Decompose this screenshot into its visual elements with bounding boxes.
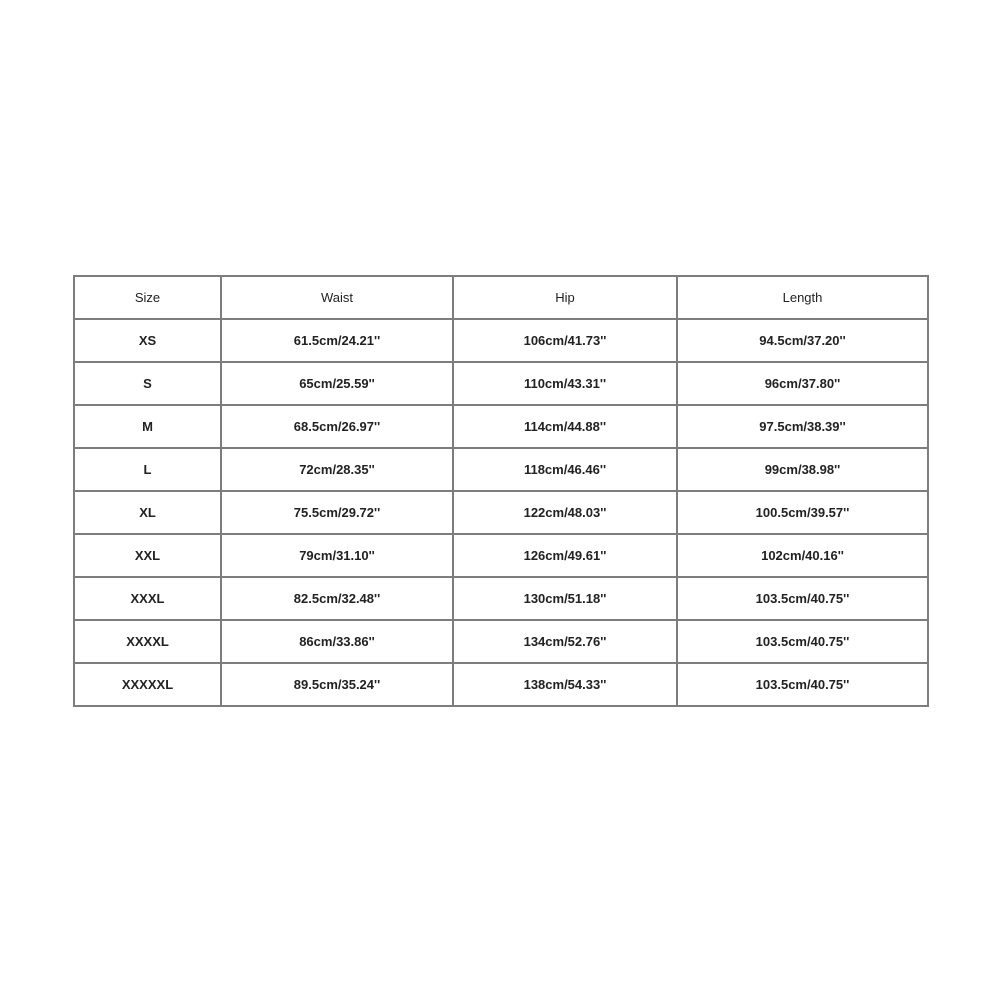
cell-hip: 114cm/44.88'' — [453, 405, 677, 448]
cell-waist: 68.5cm/26.97'' — [221, 405, 453, 448]
table-row — [74, 448, 928, 491]
cell-size: XXXXXL — [74, 663, 221, 706]
cell-length: 103.5cm/40.75'' — [677, 663, 928, 706]
cell-length: 102cm/40.16'' — [677, 534, 928, 577]
cell-waist: 82.5cm/32.48'' — [221, 577, 453, 620]
table-row — [74, 491, 928, 534]
header-waist: Waist — [221, 276, 453, 319]
cell-size: XS — [74, 319, 221, 362]
header-length: Length — [677, 276, 928, 319]
cell-hip: 110cm/43.31'' — [453, 362, 677, 405]
size-chart-table — [73, 275, 929, 707]
table-row — [74, 577, 928, 620]
table-row — [74, 405, 928, 448]
table-row — [74, 362, 928, 405]
cell-size: XXXL — [74, 577, 221, 620]
cell-waist: 89.5cm/35.24'' — [221, 663, 453, 706]
cell-size: XXL — [74, 534, 221, 577]
cell-size: L — [74, 448, 221, 491]
cell-size: XL — [74, 491, 221, 534]
cell-length: 103.5cm/40.75'' — [677, 577, 928, 620]
table-row — [74, 319, 928, 362]
cell-size: M — [74, 405, 221, 448]
cell-length: 100.5cm/39.57'' — [677, 491, 928, 534]
cell-waist: 72cm/28.35'' — [221, 448, 453, 491]
cell-hip: 138cm/54.33'' — [453, 663, 677, 706]
cell-hip: 122cm/48.03'' — [453, 491, 677, 534]
header-row — [74, 276, 928, 319]
cell-hip: 134cm/52.76'' — [453, 620, 677, 663]
cell-waist: 86cm/33.86'' — [221, 620, 453, 663]
cell-size: S — [74, 362, 221, 405]
cell-length: 99cm/38.98'' — [677, 448, 928, 491]
cell-waist: 75.5cm/29.72'' — [221, 491, 453, 534]
cell-waist: 61.5cm/24.21'' — [221, 319, 453, 362]
cell-hip: 126cm/49.61'' — [453, 534, 677, 577]
header-size: Size — [74, 276, 221, 319]
cell-hip: 118cm/46.46'' — [453, 448, 677, 491]
header-hip: Hip — [453, 276, 677, 319]
cell-length: 96cm/37.80'' — [677, 362, 928, 405]
cell-waist: 65cm/25.59'' — [221, 362, 453, 405]
cell-length: 97.5cm/38.39'' — [677, 405, 928, 448]
cell-length: 103.5cm/40.75'' — [677, 620, 928, 663]
cell-length: 94.5cm/37.20'' — [677, 319, 928, 362]
size-chart-header — [74, 276, 928, 319]
cell-hip: 130cm/51.18'' — [453, 577, 677, 620]
size-chart-body — [74, 319, 928, 706]
cell-hip: 106cm/41.73'' — [453, 319, 677, 362]
table-row — [74, 620, 928, 663]
table-row — [74, 663, 928, 706]
cell-waist: 79cm/31.10'' — [221, 534, 453, 577]
cell-size: XXXXL — [74, 620, 221, 663]
table-row — [74, 534, 928, 577]
